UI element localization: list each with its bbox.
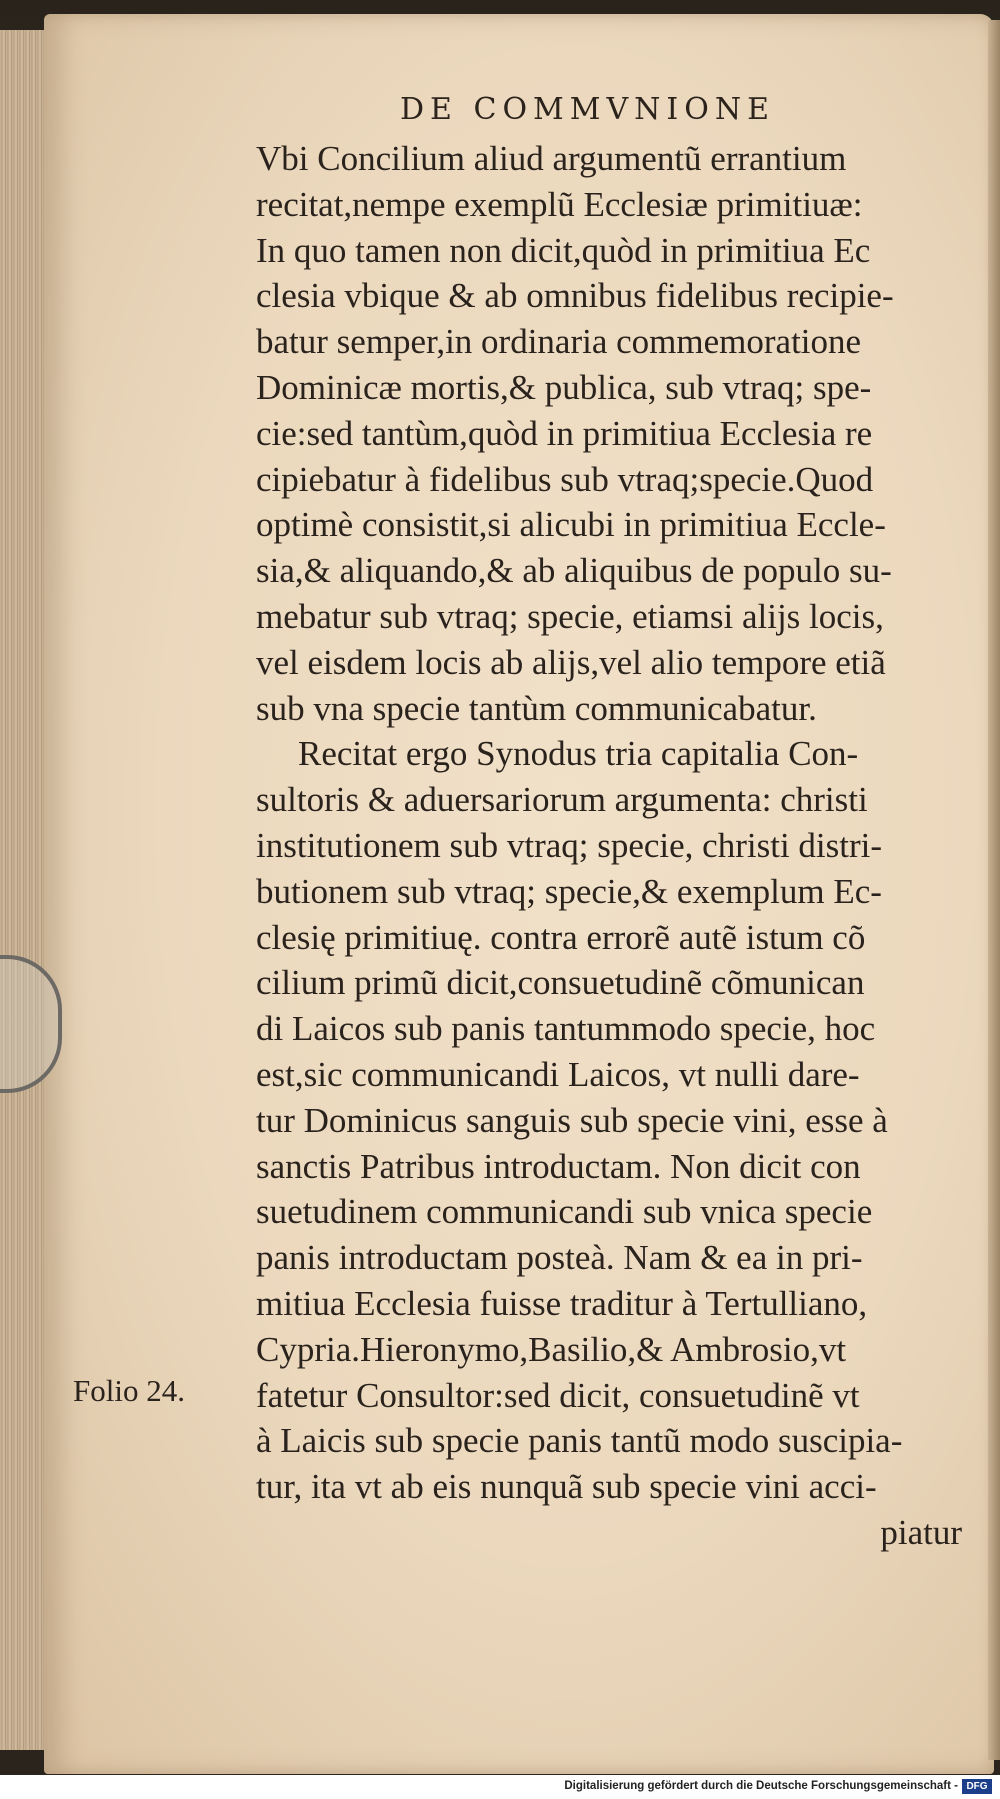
text-line: cie:sed tantùm,quòd in primitiua Ecclesia re: [256, 413, 873, 453]
text-line: est,sic communicandi Laicos, vt nulli dare-: [256, 1054, 860, 1094]
text-line: sub vna specie tantùm communicabatur.: [256, 688, 817, 728]
right-gutter: [988, 20, 1000, 1760]
text-line: institutionem sub vtraq; specie, christi distri-: [256, 825, 883, 865]
dfg-logo-icon: DFG: [962, 1779, 992, 1794]
text-line: fatetur Consultor:sed dicit, consuetudinẽ vt: [256, 1375, 860, 1415]
catchword: piatur: [880, 1512, 962, 1552]
text-line: batur semper,in ordinaria commemoratione: [256, 322, 862, 362]
margin-note: Folio 24.: [73, 1373, 185, 1408]
text-line: cipiebatur à fidelibus sub vtraq;specie.Quod: [256, 459, 874, 499]
text-line: Vbi Concilium aliud argumentũ errantium: [256, 139, 847, 178]
text-line: clesia vbique & ab omnibus fidelibus recipie-: [256, 276, 894, 316]
text-line: Dominicæ mortis,& publica, sub vtraq; spe-: [256, 367, 872, 407]
digitization-credit: Digitalisierung gefördert durch die Deutsche Forschungsgemeinschaft -: [564, 1780, 958, 1792]
body-text: [256, 136, 976, 1556]
text-line: mitiua Ecclesia fuisse traditur à Tertulliano,: [256, 1283, 868, 1323]
text-line: sia,& aliquando,& ab aliquibus de populo su-: [256, 551, 892, 591]
text-line: vel eisdem locis ab alijs,vel alio tempore etiã: [256, 642, 886, 682]
text-line: suetudinem communicandi sub vnica specie: [256, 1192, 873, 1232]
text-line: cilium primũ dicit,consuetudinẽ cõmunican: [256, 963, 865, 1003]
page-edges: [0, 30, 50, 1750]
text-line: Cypria.Hieronymo,Basilio,& Ambrosio,vt: [256, 1329, 847, 1369]
text-line: Recitat ergo Synodus tria capitalia Con-: [298, 734, 859, 774]
text-line: recitat,nempe exemplũ Ecclesiæ primitiuæ:: [256, 184, 863, 224]
running-title: DE COMMVNIONE: [400, 92, 775, 127]
text-line: tur Dominicus sanguis sub specie vini, esse à: [256, 1100, 888, 1140]
text-line: tur, ita vt ab eis nunquã sub specie vini acci-: [256, 1467, 877, 1507]
text-line: di Laicos sub panis tantummodo specie, hoc: [256, 1009, 876, 1049]
text-line: butionem sub vtraq; specie,& exemplum Ec-: [256, 871, 882, 911]
text-line: sanctis Patribus introductam. Non dicit con: [256, 1146, 861, 1186]
text-line: à Laicis sub specie panis tantũ modo suscipia-: [256, 1421, 903, 1461]
text-line: optimè consistit,si alicubi in primitiua Eccle-: [256, 505, 886, 545]
text-line: sultoris & aduersariorum argumenta: christi: [256, 780, 868, 820]
text-line: clesię primitiuę. contra errorẽ autẽ istum cõ: [256, 917, 866, 957]
text-line: In quo tamen non dicit,quòd in primitiua Ec: [256, 230, 871, 270]
text-line: panis introductam posteà. Nam & ea in pri-: [256, 1238, 863, 1278]
text-line: mebatur sub vtraq; specie, etiamsi alijs locis,: [256, 596, 884, 636]
